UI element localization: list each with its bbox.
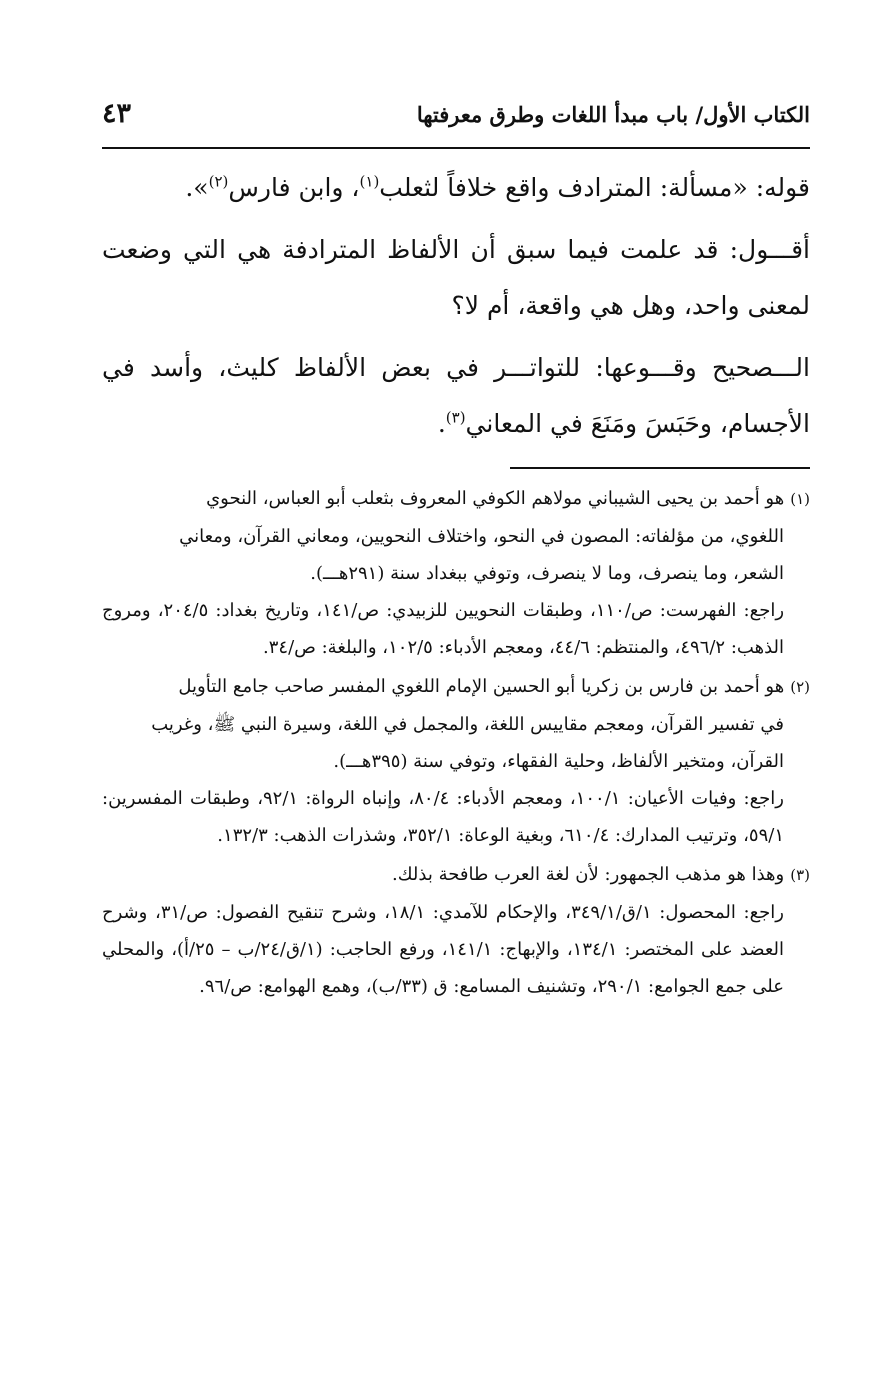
footnote-references: راجع: وفيات الأعيان: ١٠٠/١، ومعجم الأدباء: ٨٠/٤، وإنباه الرواة: ٩٢/١، وطبقات المفسرين: ٥٩/١، وترتيب المدارك: ٦١٠/٤، وبغية الوعاة: ٣٥٢/١، وشذرات الذهب: ١٣٢/٣. xyxy=(102,788,784,846)
footnote-number: (٢) xyxy=(790,678,810,696)
footnote-ref-1: (١) xyxy=(359,172,380,191)
footnote-2: (٢)هو أحمد بن فارس بن زكريا أبو الحسين الإمام اللغوي المفسر صاحب جامع التأويل في تفسير القرآن، ومعجم مقاييس اللغة، والمجمل في اللغة، وسيرة النبي ﷺ، وغريب القرآن، ومتخير الألفاظ، وحلية الفقهاء، وتوفي سنة (٣٩٥هـــ). راجع: وفيات الأعيان: ١٠٠/١، ومعجم الأدباء: ٨٠/٤، وإنباه الرواة: ٩٢/١، وطبقات المفسرين: ٥٩/١، وترتيب المدارك: ٦١٠/٤، وبغية الوعاة: ٣٥٢/١، وشذرات الذهب: ١٣٢/٣. xyxy=(102,668,810,854)
page-number: ٤٣ xyxy=(102,98,132,129)
paragraph-2: أقـــول: قد علمت فيما سبق أن الألفاظ المترادفة هي التي وضعت لمعنى واحد، وهل هي واقعة، أم لا؟ xyxy=(102,235,810,320)
main-text xyxy=(102,160,810,458)
header-rule xyxy=(102,147,810,149)
paragraph-3: الـــصحيح وقـــوعها: للتواتـــر في بعض الألفاظ كليث، وأسد في الأجسام، وحَبَسَ ومَنَعَ في المعاني$^{(٣)}$. xyxy=(102,353,810,438)
footnote-3: (٣)وهذا هو مذهب الجمهور: لأن لغة العرب طافحة بذلك. راجع: المحصول: ١/ق/٣٤٩/١، والإحكام للآمدي: ١٨/١، وشرح تنقيح الفصول: ص/٣١، وشرح العضد على المختصر: ١٣٤/١، والإبهاج: ١٤١/١، ورفع الحاجب: (١/ق/٢٤/ب – ٢٥/أ)، والمحلي على جمع الجوامع: ٢٩٠/١، وتشنيف المسامع: ق (٣٣/ب)، وهمع الهوامع: ص/٩٦. xyxy=(102,856,810,1005)
footnote-number: (١) xyxy=(790,490,810,508)
footnote-references: راجع: المحصول: ١/ق/٣٤٩/١، والإحكام للآمدي: ١٨/١، وشرح تنقيح الفصول: ص/٣١، وشرح العضد على المختصر: ١٣٤/١، والإبهاج: ١٤١/١، ورفع الحاجب: (١/ق/٢٤/ب – ٢٥/أ)، والمحلي على جمع الجوامع: ٢٩٠/١، وتشنيف المسامع: ق (٣٣/ب)، وهمع الهوامع: ص/٩٦. xyxy=(102,902,784,997)
footnote-references: راجع: الفهرست: ص/١١٠، وطبقات النحويين للزبيدي: ص/١٤١، وتاريخ بغداد: ٢٠٤/٥، ومروج الذهب: ٤٩٦/٢، والمنتظم: ٤٤/٦، ومعجم الأدباء: ١٠٢/٥، والبلغة: ص/٣٤. xyxy=(102,600,785,658)
footnote-1: (١)هو أحمد بن يحيى الشيباني مولاهم الكوفي المعروف بثعلب أبو العباس، النحوي اللغوي، من مؤلفاته: المصون في النحو، واختلاف النحويين، ومعاني القرآن، ومعاني الشعر، وما ينصرف، وما لا ينصرف، وتوفي ببغداد سنة (٢٩١هـــ). راجع: الفهرست: ص/١١٠، وطبقات النحويين للزبيدي: ص/١٤١، وتاريخ بغداد: ٢٠٤/٥، ومروج الذهب: ٤٩٦/٢، والمنتظم: ٤٤/٦، ومعجم الأدباء: ١٠٢/٥، والبلغة: ص/٣٤. xyxy=(102,480,810,666)
page-header xyxy=(102,100,810,144)
footnote-ref-2: (٢) xyxy=(208,172,229,191)
footnote-number: (٣) xyxy=(790,866,810,884)
paragraph-1: قوله: «مسألة: المترادف واقع خلافاً لثعلب$^{(١)}$، وابن فارس$^{(٢)}$». xyxy=(185,172,810,202)
footnote-separator xyxy=(510,467,810,469)
footnotes xyxy=(102,480,810,1007)
footnote-ref-3: (٣) xyxy=(445,408,466,427)
running-title: الكتاب الأول/ باب مبدأ اللغات وطرق معرفتها xyxy=(416,102,810,127)
